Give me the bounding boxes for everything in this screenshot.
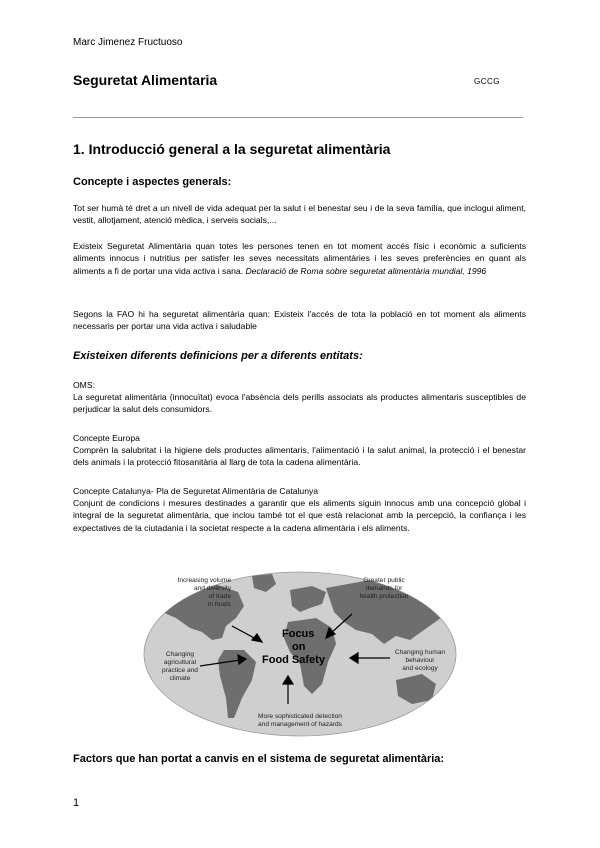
definition-citation: Declaració de Roma sobre seguretat alimentària mundial, 1996: [245, 265, 487, 276]
label-detection-1: More sophisticated detection: [258, 713, 342, 720]
label-agri-4: climate: [169, 675, 191, 682]
label-agri-3: practice and: [162, 667, 198, 674]
figure-center-line-1: Focus: [282, 628, 315, 640]
label-trade-2: and diversity: [193, 585, 231, 592]
label-human-1: Changing human: [394, 649, 446, 656]
label-detection-2: and management of hazards: [258, 721, 342, 728]
europa-label: Concepte Europa: [73, 433, 140, 443]
paragraph-definition: [73, 240, 526, 277]
figure-center-line-3: Food Safety: [262, 654, 325, 666]
label-agri-2: agricultural: [163, 659, 197, 666]
definitions-heading: Existeixen diferents definicions per a diferents entitats:: [73, 350, 363, 362]
label-trade-3: of trade: [208, 593, 231, 600]
paragraph-human-right: Tot ser humà té dret a un nivell de vida adequat per la salut i el benestar seu i de la seva família, que inclogui aliment, vestit, allotjament, atenció mèdica, i serveis socials,...: [73, 203, 526, 226]
catalunya-text: Conjunt de condicions i mesures destinades a garantir que els aliments siguin innocus amb una concepció global i integral de la seguretat alimentària, que inclou també tot el que està relacionat amb la percepció, la confiança i les expectatives de la ciutadania i la societat respecte a la cadena alimentària i els aliments.: [73, 498, 526, 533]
oms-text: La seguretat alimentària (innocuïtat) evoca l'absència dels perills associats als productes alimentaris susceptibles de perjudicar la salut dels consumidors.: [73, 392, 526, 415]
document-title: Seguretat Alimentaria: [73, 72, 218, 88]
paragraph-fao: Segons la FAO hi ha seguretat alimentària quan: Existeix l'accés de tota la població en tot moment als aliments necessaris per portar una vida activa i saludable: [73, 309, 526, 332]
definition-text: Existeix Seguretat Alimentària quan totes les persones tenen en tot moment accés físic i econòmic a suficients aliments innocus i nutritius per satisfer les seves necessitats alimentàries i les seves preferències en quant als aliments a fi de portar una vida activa i sana.: [73, 241, 526, 276]
label-public-3: health protection: [359, 593, 409, 600]
page-number: 1: [73, 797, 80, 809]
label-human-2: behaviour: [405, 657, 435, 664]
subheading: Concepte i aspectes generals:: [73, 176, 232, 188]
label-trade-1: Increasing volume: [177, 577, 231, 584]
label-public-1: Greater public: [363, 577, 405, 584]
factors-heading: Factors que han portat a canvis en el sistema de seguretat alimentària:: [73, 753, 445, 765]
europa-text: Comprèn la salubritat i la higiene dels productes alimentaris, l'alimentació i la salut animal, la protecció i el benestar dels animals i la protecció fitosanitària al llarg de tota la cadena alimentària.: [73, 445, 526, 468]
label-public-2: demands for: [365, 585, 403, 592]
label-agri-1: Changing: [165, 651, 195, 658]
label-trade-4: in foods: [207, 601, 231, 608]
section-heading: 1. Introducció general a la seguretat alimentària: [73, 141, 391, 157]
label-human-3: and ecology: [402, 665, 438, 672]
world-map-diagram: [140, 568, 460, 740]
header-divider: [73, 117, 523, 118]
catalunya-label: Concepte Catalunya- Pla de Seguretat Alimentària de Catalunya: [73, 486, 319, 496]
author-name: Marc Jimenez Fructuoso: [73, 37, 183, 48]
oms-label: OMS:: [73, 380, 95, 390]
figure-center-line-2: on: [292, 641, 306, 653]
food-safety-figure: [140, 568, 460, 740]
document-code: GCCG: [474, 77, 500, 86]
